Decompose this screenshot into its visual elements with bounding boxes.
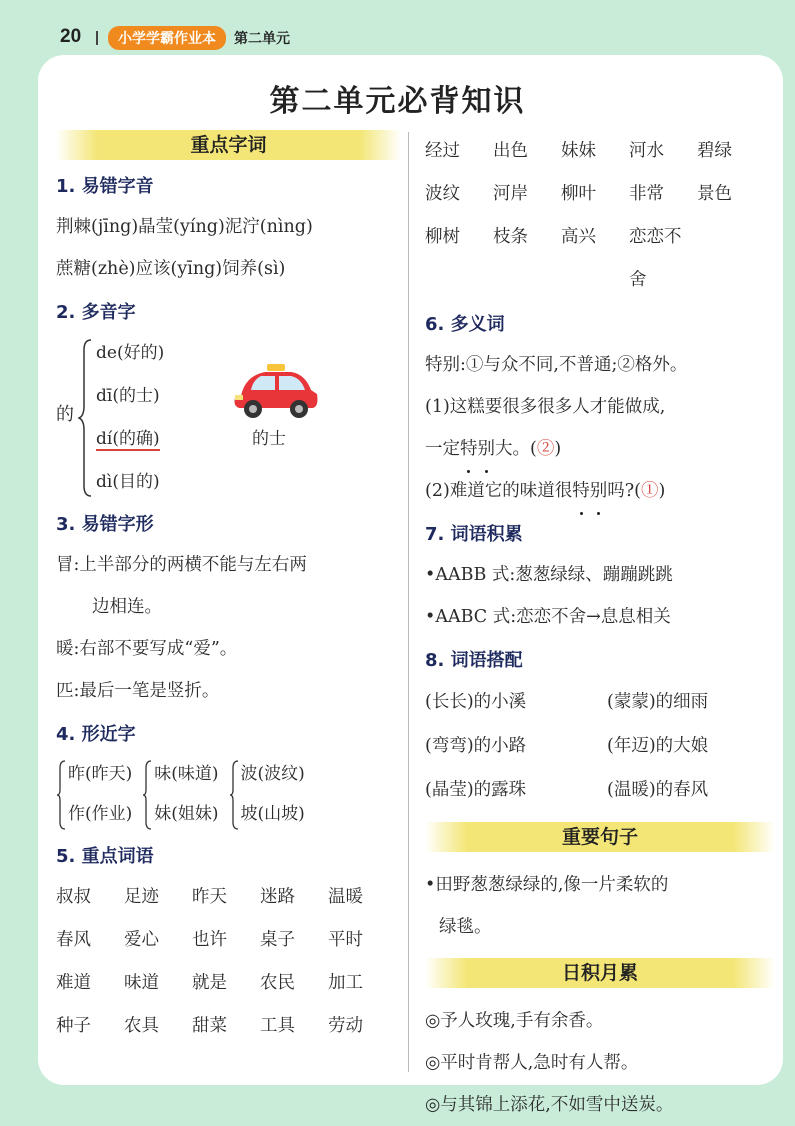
similar-chars-groups <box>56 754 401 834</box>
polysemy-example-2 <box>425 470 775 512</box>
reading-item: dī(的士) <box>96 386 160 406</box>
section-banner-key-words: 重点字词 <box>56 130 401 160</box>
phrase-item: 农具 <box>124 1016 159 1036</box>
similar-char: 作(作业) <box>68 804 133 824</box>
phrase-item: 非常 <box>629 184 664 204</box>
brace-icon <box>56 760 66 830</box>
sentence-line-1: •田野葱葱绿绿的,像一片柔软的 <box>425 875 669 895</box>
collocation-grid <box>425 680 775 812</box>
phrase-item: 碧绿 <box>697 141 732 161</box>
pron-item: 饲养(sì) <box>222 259 286 279</box>
collocation-item: (蒙蒙)的细雨 <box>607 692 709 712</box>
collocation-item: (温暖)的春风 <box>607 780 709 800</box>
column-divider <box>408 132 409 1072</box>
pron-item: 荆棘(jīng) <box>56 217 139 237</box>
phrase-item: 出色 <box>493 141 528 161</box>
pron-item: 晶莹(yíng) <box>138 217 225 237</box>
phrase-item: 平时 <box>328 930 363 950</box>
taxi-car-icon <box>231 362 321 422</box>
saying-2: ◎平时肯帮人,急时有人帮。 <box>425 1053 639 1073</box>
pron-item: 泥泞(nìng) <box>224 217 313 237</box>
phrase-item: 味道 <box>124 973 159 993</box>
heading-word-accumulation: 7. 词语积累 <box>425 524 523 545</box>
similar-char: 味(味道) <box>154 764 219 784</box>
polyphonic-readings <box>96 332 164 504</box>
reading-item: dì(目的) <box>96 472 160 492</box>
similar-char: 波(波纹) <box>240 764 305 784</box>
example-text: 一定 <box>425 439 460 459</box>
dotted-word: 特别 <box>460 439 495 459</box>
phrase-item: 妹妹 <box>561 141 596 161</box>
section-banner-daily-accumulation: 日积月累 <box>425 958 775 988</box>
sentence-line-2: 绿毯。 <box>439 917 492 937</box>
phrase-item: 枝条 <box>493 227 528 247</box>
unit-label: 第二单元 <box>234 31 290 47</box>
brace-icon <box>142 760 152 830</box>
phrase-item: 迷路 <box>260 887 295 907</box>
collocation-item: (年迈)的大娘 <box>607 736 709 756</box>
phrase-item: 恋恋不舍 <box>629 227 682 290</box>
phrase-item: 种子 <box>56 1016 91 1036</box>
polyphonic-group <box>56 332 401 502</box>
page-header <box>0 0 795 60</box>
phrase-item: 高兴 <box>561 227 596 247</box>
heading-polyphonic: 2. 多音字 <box>56 302 136 323</box>
phrase-item: 劳动 <box>328 1016 363 1036</box>
phrase-item: 农民 <box>260 973 295 993</box>
left-column <box>56 130 401 1048</box>
dotted-word: 特别 <box>572 481 607 501</box>
section-banner-key-sentences: 重要句子 <box>425 822 775 852</box>
phrase-item: 工具 <box>260 1016 295 1036</box>
similar-group <box>229 754 305 834</box>
phrase-item: 经过 <box>425 141 460 161</box>
heading-wrong-shape: 3. 易错字形 <box>56 514 154 535</box>
similar-group <box>142 754 218 834</box>
shape-line-2: 边相连。 <box>92 597 162 617</box>
accumulation-line-1: •AABB 式:葱葱绿绿、蹦蹦跳跳 <box>425 565 673 585</box>
phrase-item: 景色 <box>697 184 732 204</box>
phrase-item: 柳树 <box>425 227 460 247</box>
phrase-item: 桌子 <box>260 930 295 950</box>
heading-pronunciation: 1. 易错字音 <box>56 176 154 197</box>
example-text: 大。( <box>495 439 537 459</box>
pron-item: 蔗糖(zhè) <box>56 259 136 279</box>
key-phrases-grid-continued <box>425 130 775 302</box>
phrase-item: 波纹 <box>425 184 460 204</box>
key-phrases-grid <box>56 876 401 1048</box>
heading-key-phrases: 5. 重点词语 <box>56 846 154 867</box>
shape-line-1: 冒:上半部分的两横不能与左右两 <box>56 555 307 575</box>
phrase-item: 甜菜 <box>192 1016 227 1036</box>
polysemy-example-1b <box>425 428 775 470</box>
shape-line-3: 暖:右部不要写成“爱”。 <box>56 639 238 659</box>
heading-polysemy: 6. 多义词 <box>425 314 505 335</box>
reading-item <box>96 418 164 461</box>
pron-item: 应该(yīng) <box>135 259 223 279</box>
answer-mark: ① <box>641 481 659 501</box>
example-text: ) <box>658 481 666 501</box>
answer-mark: ② <box>536 439 555 459</box>
similar-char: 昨(昨天) <box>68 764 133 784</box>
heading-similar-chars: 4. 形近字 <box>56 724 136 745</box>
right-column <box>425 130 775 1126</box>
polysemy-example-1a: (1)这糕要很多很多人才能做成, <box>425 397 666 417</box>
phrase-item: 温暖 <box>328 887 363 907</box>
accumulation-line-2: •AABC 式:恋恋不舍→息息相关 <box>425 607 671 627</box>
phrase-item: 昨天 <box>192 887 227 907</box>
reading-item: de(好的) <box>96 343 165 363</box>
example-text: (2)难道它的味道很 <box>425 481 573 501</box>
phrase-item: 加工 <box>328 973 363 993</box>
polyphonic-char: 的 <box>56 404 74 425</box>
phrase-item: 爱心 <box>124 930 159 950</box>
phrase-item: 河岸 <box>493 184 528 204</box>
collocation-item: (长长)的小溪 <box>425 692 527 712</box>
header-separator <box>96 31 98 45</box>
example-text: ) <box>554 439 562 459</box>
pronunciation-line-2 <box>56 248 401 290</box>
similar-char: 坡(山坡) <box>240 804 305 824</box>
phrase-item: 就是 <box>192 973 227 993</box>
reading-text: dí(的确) <box>96 429 160 449</box>
brace-icon <box>78 338 92 498</box>
polysemy-definition: 特别:①与众不同,不普通;②格外。 <box>425 355 688 375</box>
page-title: 第二单元必背知识 <box>269 84 526 119</box>
example-text: 吗?( <box>607 481 642 501</box>
saying-3: ◎与其锦上添花,不如雪中送炭。 <box>425 1095 674 1115</box>
pronunciation-line-1 <box>56 206 401 248</box>
phrase-item: 柳叶 <box>561 184 596 204</box>
saying-1: ◎予人玫瑰,手有余香。 <box>425 1011 604 1031</box>
brace-icon <box>229 760 239 830</box>
phrase-item: 足迹 <box>124 887 159 907</box>
collocation-item: (晶莹)的露珠 <box>425 780 527 800</box>
phrase-item: 难道 <box>56 973 91 993</box>
car-caption: 的士 <box>252 429 286 449</box>
page-number: 20 <box>60 26 82 47</box>
phrase-item: 河水 <box>629 141 664 161</box>
phrase-item: 叔叔 <box>56 887 91 907</box>
heading-word-collocation: 8. 词语搭配 <box>425 650 523 671</box>
shape-line-4: 匹:最后一笔是竖折。 <box>56 681 220 701</box>
phrase-item: 也许 <box>192 930 227 950</box>
similar-char: 妹(姐妹) <box>154 804 219 824</box>
phrase-item: 春风 <box>56 930 91 950</box>
collocation-item: (弯弯)的小路 <box>425 736 527 756</box>
similar-group <box>56 754 132 834</box>
book-tag: 小学学霸作业本 <box>108 26 226 50</box>
